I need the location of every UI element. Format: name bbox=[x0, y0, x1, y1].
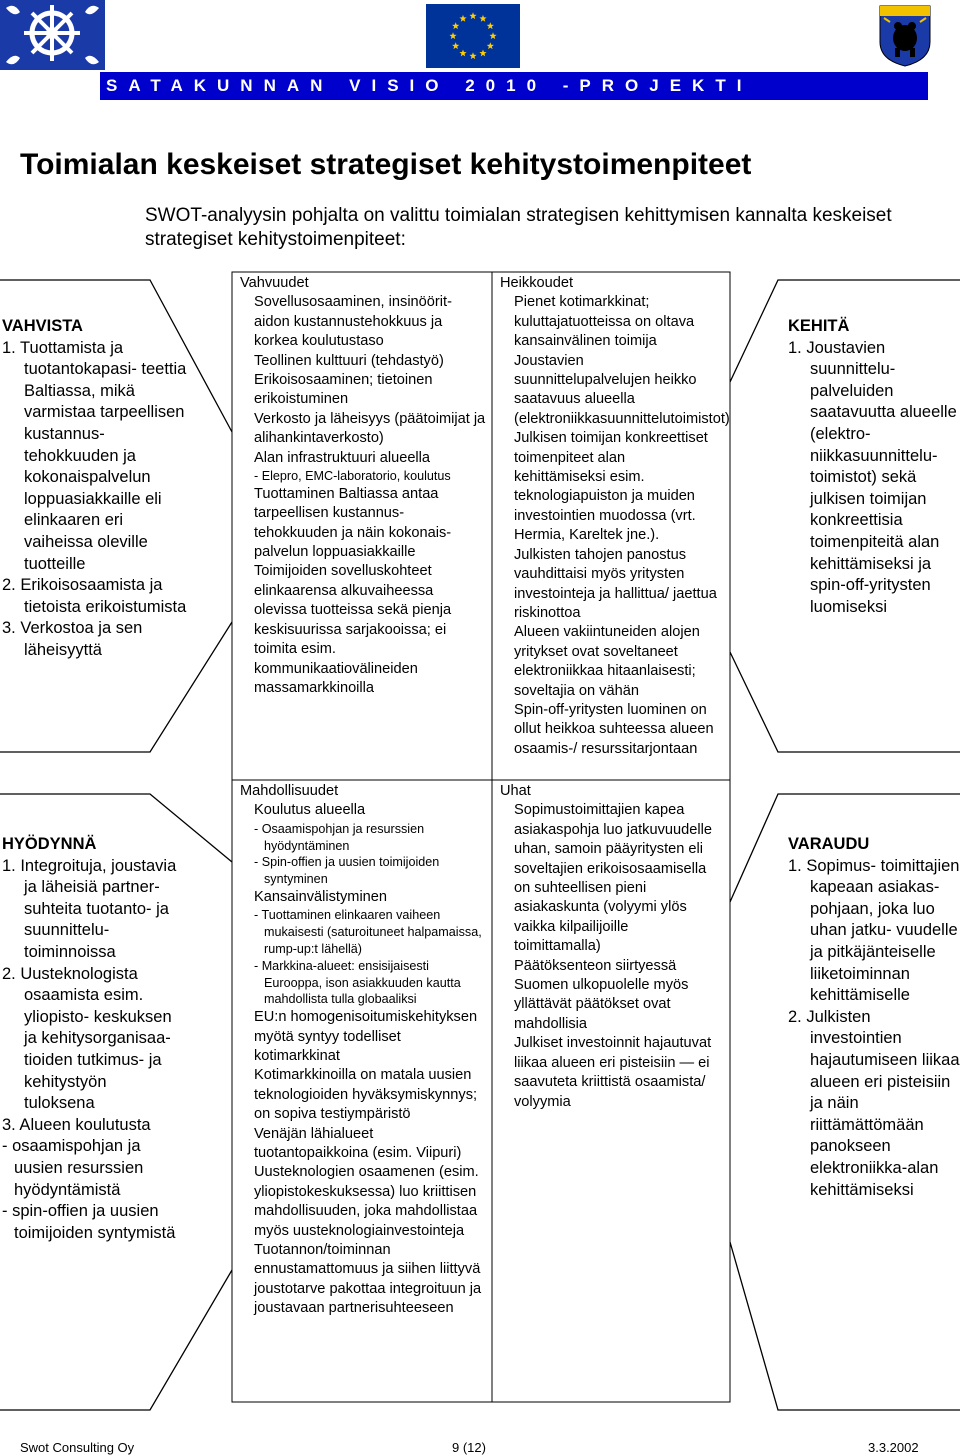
threat-item: Sopimustoimittajien kapea asiakaspohja luo jatkuvuudelle uhan, samoin pääyritysten eli soveltajien erikoisosaamisella on suhteellisen pieni asiakaskunta (volyymi ylös vaikka kilpailijoille toimittamalla) bbox=[514, 802, 712, 955]
strength-item: Tuottaminen Baltiassa antaa tarpeellisen kustannus- tehokkuuden ja näin kokonais- palvelun loppuasiakkaille bbox=[254, 485, 452, 561]
opportunity-item: Koulutus alueella bbox=[254, 802, 366, 819]
varaudu-heading: VARAUDU bbox=[788, 835, 870, 853]
threat-item: Julkiset investoinnit hajautuvat liikaa alueen eri pisteisiin — ei saavuteta kriittistä osaamista/ volyymia bbox=[514, 1035, 712, 1110]
eu-flag-icon bbox=[426, 4, 520, 68]
weakness-item: Julkisten tahojen panostus vauhdittaisi myös yritysten investointeja ja hallittua/ jaettua riskinottoa bbox=[514, 546, 717, 621]
hyodynna-item: 2. Uusteknologista osaamista esim. yliopisto- keskuksen ja kehitysorganisaa- tioiden tutkimus- ja kehitystyön tuloksena bbox=[2, 964, 172, 1113]
page-subtitle: SWOT-analyysin pohjalta on valittu toimialan strategisen kehittymisen kannalta keskeiset strategiset kehitystoimenpiteet: bbox=[145, 205, 892, 250]
threat-item: Päätöksenteon siirtyessä Suomen ulkopuolelle myös yllättävät päätökset ovat mahdollisia bbox=[514, 957, 689, 1032]
strength-item: Teollinen kulttuuri (tehdastyö) bbox=[254, 352, 444, 369]
opportunity-item: EU:n homogenisoitumiskehityksen myötä syntyy todelliset kotimarkkinat bbox=[254, 1009, 478, 1064]
hyodynna-item: 1. Integroituja, joustavia ja läheisiä partner- suhteita tuotanto- ja suunnittelu- toiminnoissa bbox=[2, 856, 177, 961]
opportunity-item: Kotimarkkinoilla on matala uusien teknologioiden hyväksymiskynnys; on sopiva testiympäristö bbox=[254, 1067, 478, 1123]
hyodynna-heading: HYÖDYNNÄ bbox=[2, 835, 97, 853]
right-bottom-column bbox=[788, 834, 960, 1201]
footer-page: 9 (12) bbox=[452, 1440, 486, 1455]
threats-label: Uhat bbox=[500, 783, 531, 799]
hyodynna-subitem: - osaamispohjan ja uusien resurssien hyödyntämistä bbox=[2, 1137, 144, 1199]
strength-item: Alan infrastruktuuri alueella bbox=[254, 449, 431, 466]
opportunities-cell bbox=[236, 782, 494, 1319]
opportunity-item: - Tuottaminen elinkaaren vaiheen mukaisesti (saturoituneet halpamaissa, rump-up:t lähellä) bbox=[254, 908, 482, 956]
kehita-heading: KEHITÄ bbox=[788, 317, 850, 335]
vahvista-item: 1. Tuottamista ja tuotantokapasi- teettia Baltiassa, mikä varmistaa tarpeellisen kustannus- tehokkuuden ja kokonaispalvelun loppuasiakkaille eli elinkaaren eri vaiheissa oleville tuotteille bbox=[2, 338, 187, 573]
satakunta-logo bbox=[0, 0, 105, 70]
hyodynna-item: 3. Alueen koulutusta bbox=[2, 1115, 151, 1134]
varaudu-item: 2. Julkisten investointien hajautumiseen liikaa alueen eri pisteisiin ja näin riittämättömään panokseen elektroniikka-alan kehittämiseksi bbox=[788, 1007, 960, 1199]
left-bottom-column bbox=[2, 834, 177, 1244]
opportunity-item: - Osaamispohjan ja resurssien hyödyntäminen bbox=[254, 821, 425, 853]
weakness-item: Spin-off-yritysten luominen on ollut heikkoa suhteessa alueen osaamis-/ resurssitarjontaan bbox=[514, 701, 714, 757]
left-top-column bbox=[2, 316, 192, 662]
project-banner: SATAKUNNAN VISIO 2010 -PROJEKTI bbox=[100, 72, 928, 100]
weakness-item: Joustavien suunnittelupalvelujen heikko saatavuus alueella (elektroniikkasuunnittelutoimistot) bbox=[514, 352, 730, 427]
vahvista-item: 2. Erikoisosaamista ja tietoista erikoistumista bbox=[2, 576, 187, 616]
hyodynna-subitem: - spin-offien ja uusien toimijoiden syntymistä bbox=[2, 1202, 176, 1242]
strength-item: - Elepro, EMC-laboratorio, koulutus bbox=[254, 469, 451, 484]
opportunity-item: - Spin-offien ja uusien toimijoiden syntyminen bbox=[254, 855, 440, 887]
weaknesses-cell bbox=[496, 274, 730, 759]
strength-item: Toimijoiden sovelluskohteet elinkaarensa alkuvaiheessa olevissa tuotteissa sekä pienja keskisuurissa sarjakooissa; ei toimita esim. kommunikaatiovälineiden massamarkkinoilla bbox=[254, 563, 452, 696]
weakness-item: Julkisen toimijan konkreettiset toimenpiteet alan kehittämiseksi esim. teknologiapuiston ja muiden investointien muodossa (vrt. Hermia, Kareltek jne.). bbox=[514, 430, 708, 544]
strengths-label: Vahvuudet bbox=[240, 275, 309, 291]
kehita-item: 1. Joustavien suunnittelu- palveluiden saatavuutta alueelle (elektro- niikkasuunnittelu- toimistot) sekä julkisen toimijan konkreettisia toimenpiteitä alan kehittämiseksi ja spin-off-yritysten luomiseksi bbox=[788, 338, 957, 616]
page-title: Toimialan keskeiset strategiset kehitystoimenpiteet bbox=[20, 148, 752, 181]
right-top-column bbox=[788, 316, 958, 618]
opportunity-item: - Markkina-alueet: ensisijaisesti Eurooppa, ison asiakkuuden kautta mahdollista tulla globaaliksi bbox=[254, 958, 461, 1007]
vahvista-heading: VAHVISTA bbox=[2, 317, 83, 335]
opportunity-item: Kansainvälistyminen bbox=[254, 889, 388, 905]
weakness-item: Alueen vakiintuneiden alojen yritykset ovat soveltaneet elektroniikkaa hitaanlaisesti; soveltajia on vähän bbox=[514, 624, 700, 699]
footer-date: 3.3.2002 bbox=[868, 1440, 919, 1455]
opportunity-item: Uusteknologien osaamenen (esim. yliopistokeskuksessa) luo kriittisen mahdollisuuden, joka mahdollistaa myös uusteknologiainvestointeja bbox=[254, 1164, 479, 1239]
opportunity-item: Tuotannon/toiminnan ennustamattomuus ja siihen liittyvä joustotarve pakottaa integroituun ja joustavaan partnerisuhteeseen bbox=[254, 1242, 482, 1317]
strength-item: Verkosto ja läheisyys (päätoimijat ja alihankintaverkosto) bbox=[254, 410, 486, 447]
strengths-cell bbox=[236, 274, 494, 698]
weakness-item: Pienet kotimarkkinat; kuluttajatuotteissa on oltava kansainvälinen toimija bbox=[514, 294, 695, 350]
threats-cell bbox=[496, 782, 724, 1112]
weaknesses-label: Heikkoudet bbox=[500, 275, 574, 291]
strength-item: Erikoisosaaminen; tietoinen erikoistuminen bbox=[254, 372, 433, 408]
footer-left: Swot Consulting Oy bbox=[20, 1440, 135, 1455]
opportunity-item: Venäjän lähialueet tuotantopaikkoina (esim. Viipuri) bbox=[254, 1125, 462, 1162]
varaudu-item: 1. Sopimus- toimittajien kapeaan asiakas- pohjaan, joka luo uhan jatku- vuudelle ja pitkäjänteiselle liiketoiminnan kehittämiselle bbox=[788, 856, 960, 1005]
opportunities-label: Mahdollisuudet bbox=[240, 783, 339, 799]
vahvista-item: 3. Verkostoa ja sen läheisyyttä bbox=[2, 619, 143, 659]
strength-item: Sovellusosaaminen, insinöörit- aidon kustannustehokkuus ja korkea koulutustaso bbox=[254, 294, 452, 350]
coat-of-arms-icon bbox=[878, 4, 932, 68]
